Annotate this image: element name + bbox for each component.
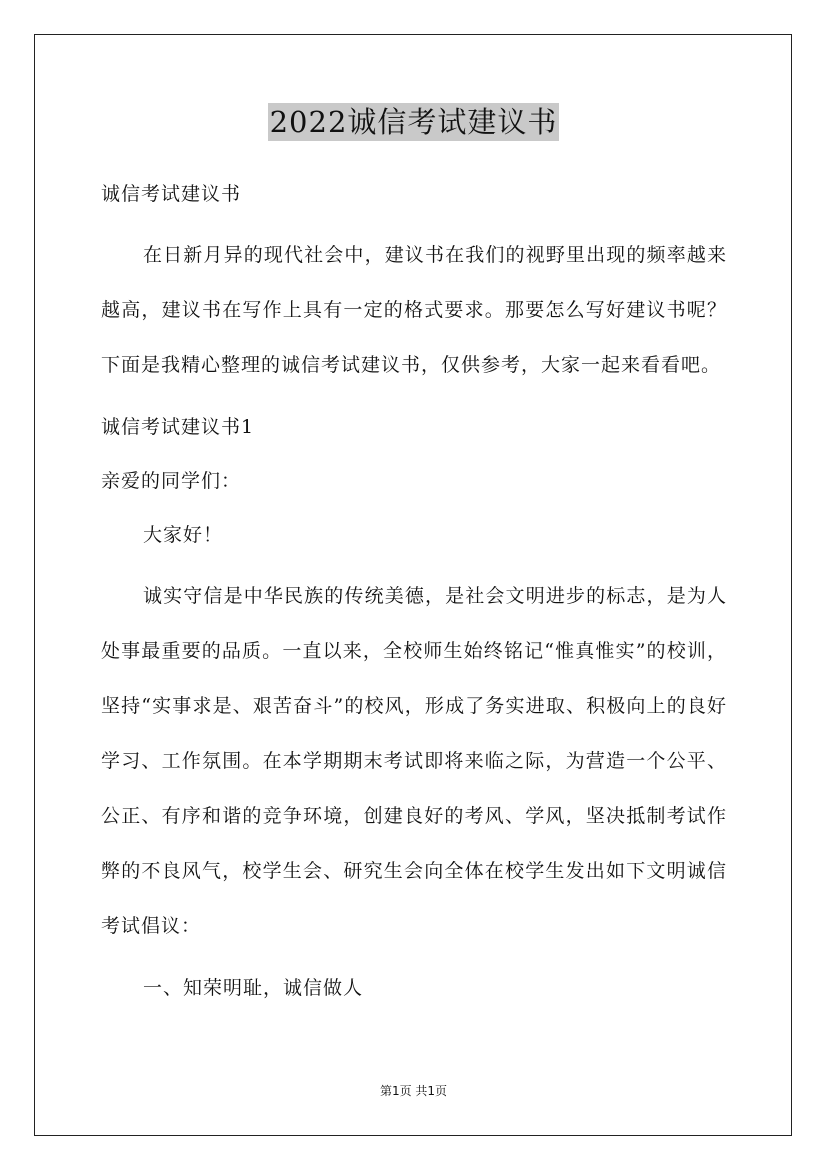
section-heading: 诚信考试建议书 [101,183,242,205]
greeting: 大家好！ [143,524,224,546]
salutation: 亲爱的同学们： [101,470,242,492]
document-body [101,174,727,1008]
subsection-heading: 诚信考试建议书1 [101,416,255,438]
page-footer: 第1页 共1页 [379,1084,448,1098]
intro-paragraph: 在日新月异的现代社会中，建议书在我们的视野里出现的频率越来越高，建议书在写作上具有一定的格式要求。那要怎么写好建议书呢？下面是我精心整理的诚信考试建议书，仅供参考，大家一起来看看吧。 [101,244,727,376]
document-title: 2022诚信考试建议书 [269,105,558,139]
body-paragraph: 诚实守信是中华民族的传统美德，是社会文明进步的标志，是为人处事最重要的品质。一直以来，全校师生始终铭记“惟真惟实”的校训，坚持“实事求是、艰苦奋斗”的校风，形成了务实进取、积极向上的良好学习、工作氛围。在本学期期末考试即将来临之际，为营造一个公平、公正、有序和谐的竞争环境，创建良好的考风、学风，坚决抵制考试作弊的不良风气，校学生会、研究生会向全体在校学生发出如下文明诚信考试倡议： [101,585,727,937]
title-container [0,103,827,141]
point-heading: 一、知荣明耻，诚信做人 [143,977,364,999]
